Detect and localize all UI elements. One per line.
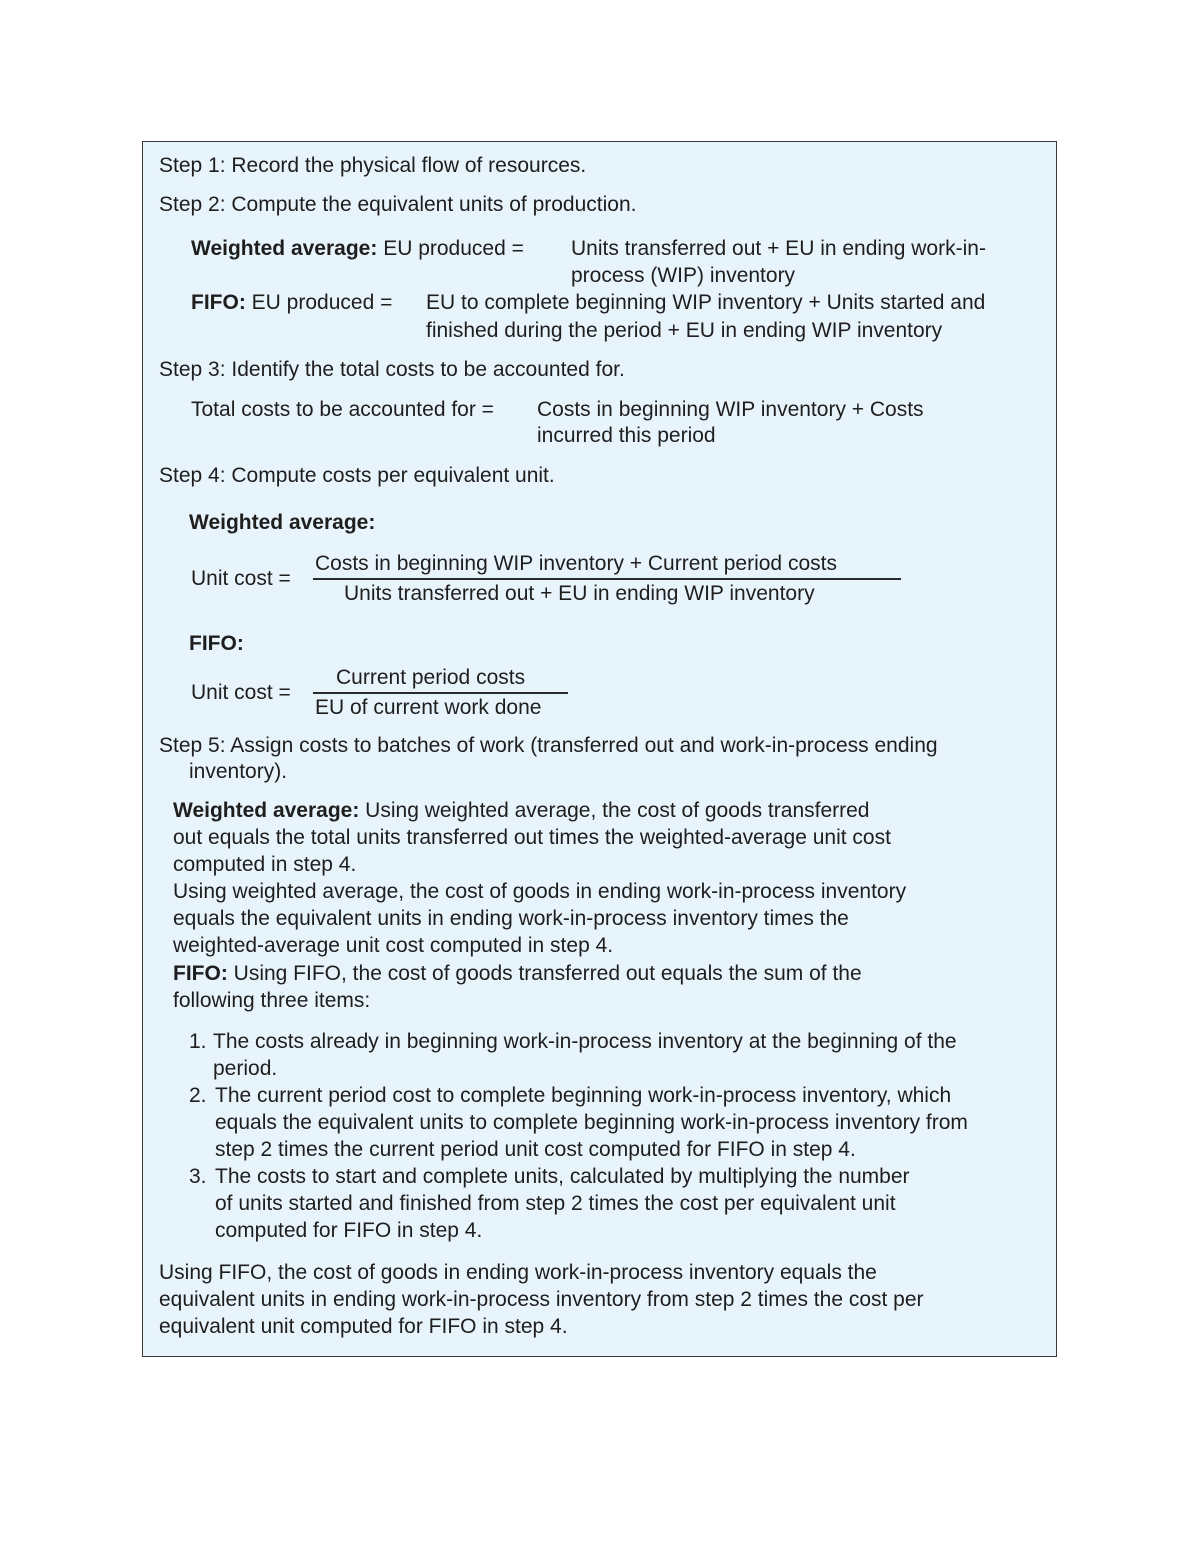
step-5-line2: inventory).	[189, 760, 288, 783]
wa-assign-line3: computed in step 4.	[173, 853, 357, 876]
wa-eu-label: Weighted average:	[191, 237, 378, 260]
fifo-eu-equation	[191, 289, 392, 316]
item-3-number: 3.	[189, 1165, 207, 1188]
wa-unit-cost-denominator: Units transferred out + EU in ending WIP inventory	[344, 582, 815, 605]
item-2-line1: The current period cost to complete beginning work-in-process inventory, which	[215, 1084, 952, 1107]
total-costs-lhs: Total costs to be accounted for =	[191, 398, 494, 421]
fifo-assign-line1	[173, 960, 862, 987]
fifo-ending-line2: equivalent units in ending work-in-process inventory from step 2 times the cost per	[159, 1288, 924, 1311]
fifo-unit-cost-heading: FIFO:	[189, 632, 244, 655]
item-3-line1: The costs to start and complete units, calculated by multiplying the number	[215, 1165, 910, 1188]
fifo-assign-line2: following three items:	[173, 989, 371, 1012]
step-1-text: Step 1: Record the physical flow of resources.	[159, 154, 587, 177]
fifo-eu-label: FIFO:	[191, 291, 246, 314]
step-3-text: Step 3: Identify the total costs to be accounted for.	[159, 358, 625, 381]
item-3-line2: of units started and finished from step 2 times the cost per equivalent unit	[215, 1192, 896, 1215]
step-5-line1: Step 5: Assign costs to batches of work (transferred out and work-in-process ending	[159, 734, 938, 757]
wa-eu-rhs-line1: Units transferred out + EU in ending work-in-	[571, 237, 986, 260]
fifo-unit-cost-denominator: EU of current work done	[315, 696, 542, 719]
step-2-text: Step 2: Compute the equivalent units of production.	[159, 193, 637, 216]
fifo-eu-rhs-line2: finished during the period + EU in ending WIP inventory	[426, 319, 943, 342]
wa-assign-label: Weighted average:	[173, 799, 360, 822]
item-1-number: 1.	[189, 1030, 207, 1053]
wa-eu-rhs-line2: process (WIP) inventory	[571, 264, 796, 287]
wa-assign-line6: weighted-average unit cost computed in step 4.	[173, 934, 614, 957]
wa-eu-equation	[191, 235, 524, 262]
fifo-eu-rhs-line1: EU to complete beginning WIP inventory + Units started and	[426, 291, 986, 314]
wa-assign-text1: Using weighted average, the cost of goods transferred	[359, 799, 870, 822]
wa-assign-line4: Using weighted average, the cost of goods in ending work-in-process inventory	[173, 880, 907, 903]
fifo-unit-cost-lhs: Unit cost =	[191, 681, 291, 704]
total-costs-rhs-line1: Costs in beginning WIP inventory + Costs	[537, 398, 924, 421]
wa-assign-line2: out equals the total units transferred out times the weighted-average unit cost	[173, 826, 891, 849]
fifo-assign-label: FIFO:	[173, 962, 228, 985]
wa-unit-cost-lhs: Unit cost =	[191, 567, 291, 590]
item-2-line3: step 2 times the current period unit cost computed for FIFO in step 4.	[215, 1138, 856, 1161]
wa-unit-cost-numerator: Costs in beginning WIP inventory + Current period costs	[315, 552, 837, 575]
item-3-line3: computed for FIFO in step 4.	[215, 1219, 483, 1242]
fifo-ending-line3: equivalent unit computed for FIFO in step 4.	[159, 1315, 568, 1338]
item-1-line1: The costs already in beginning work-in-process inventory at the beginning of the	[213, 1030, 957, 1053]
fifo-eu-lhs: EU produced =	[251, 291, 393, 314]
item-2-number: 2.	[189, 1084, 207, 1107]
fifo-ending-line1: Using FIFO, the cost of goods in ending work-in-process inventory equals the	[159, 1261, 877, 1284]
fifo-assign-text1: Using FIFO, the cost of goods transferred out equals the sum of the	[227, 962, 862, 985]
wa-unit-cost-heading: Weighted average:	[189, 511, 376, 534]
item-1-line2: period.	[213, 1057, 278, 1080]
wa-eu-lhs: EU produced =	[383, 237, 524, 260]
item-2-line2: equals the equivalent units to complete beginning work-in-process inventory from	[215, 1111, 968, 1134]
step-4-text: Step 4: Compute costs per equivalent unit.	[159, 464, 555, 487]
fifo-unit-cost-numerator: Current period costs	[336, 666, 526, 689]
wa-assign-line1	[173, 797, 869, 824]
process-costing-summary-box	[142, 141, 1057, 1357]
wa-assign-line5: equals the equivalent units in ending work-in-process inventory times the	[173, 907, 849, 930]
total-costs-rhs-line2: incurred this period	[537, 424, 716, 447]
